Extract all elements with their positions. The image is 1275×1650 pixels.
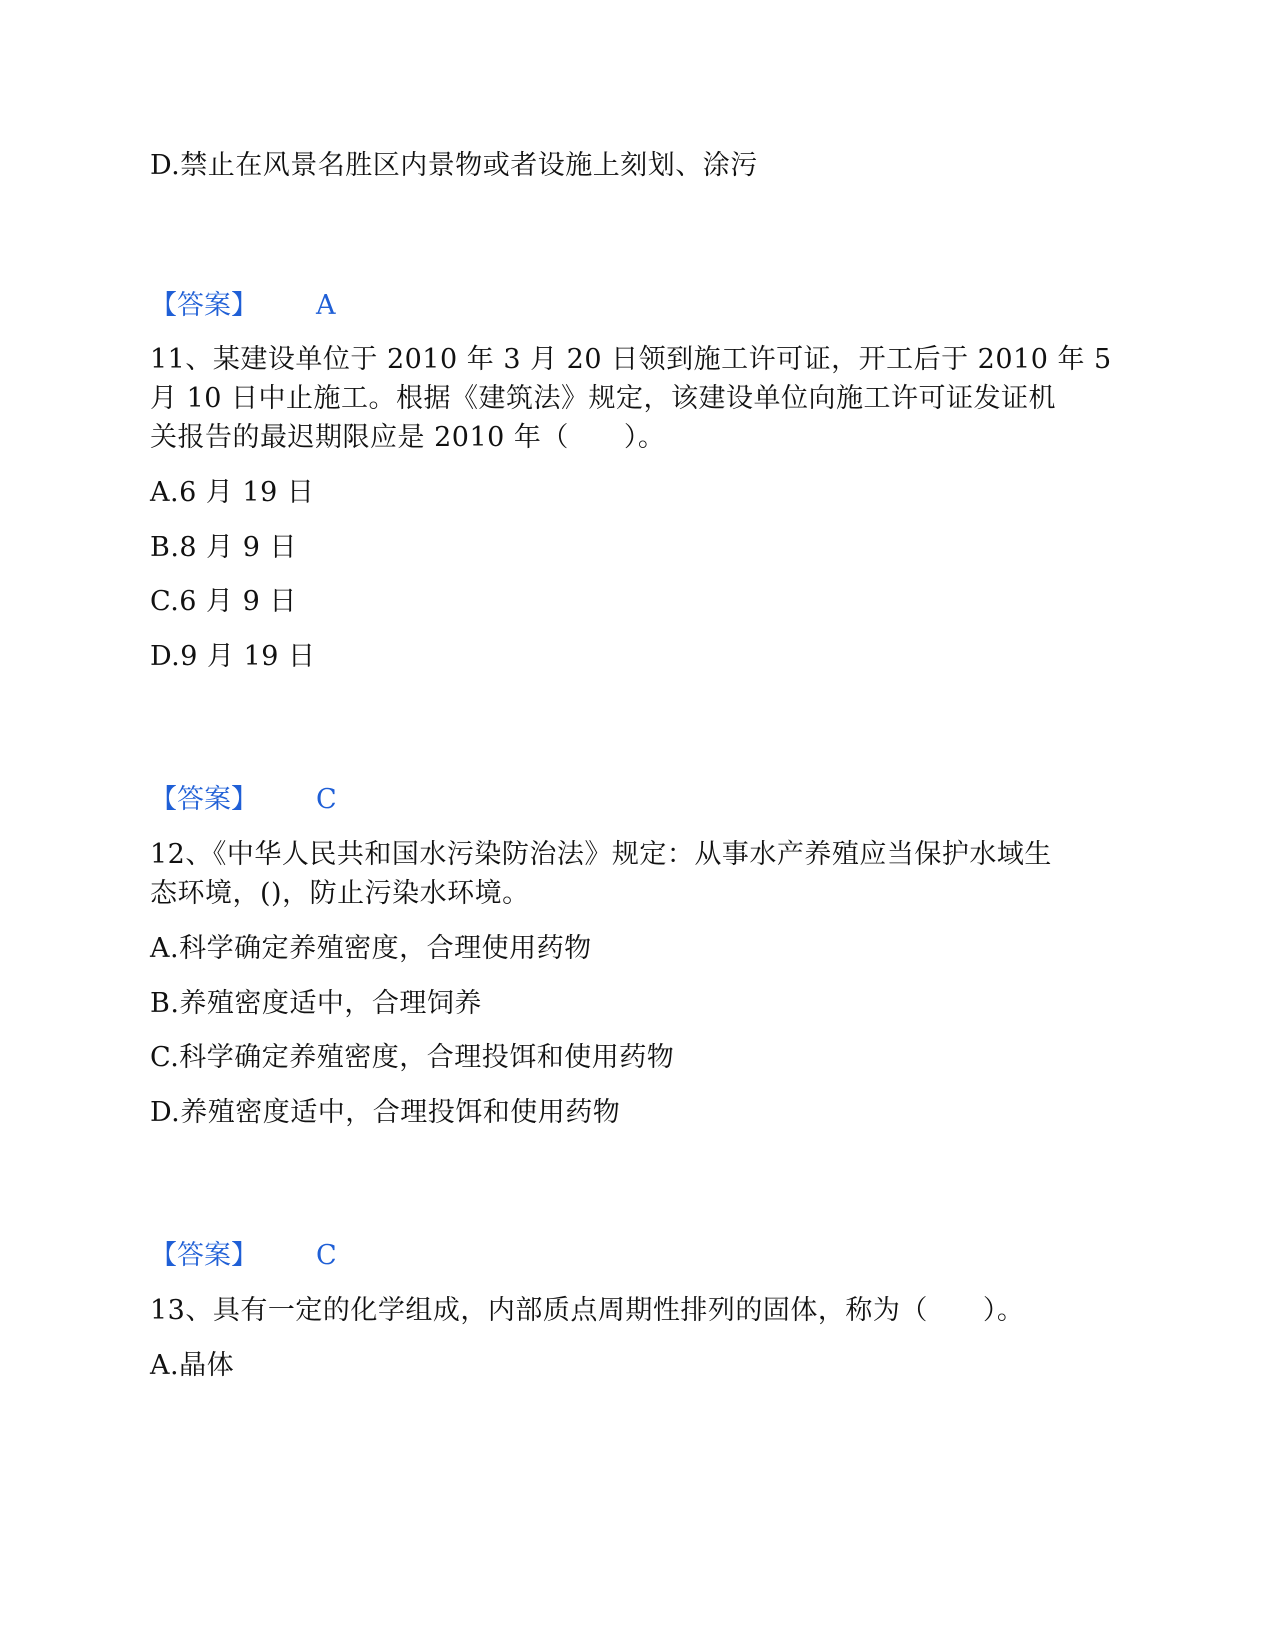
answer-label: 【答案】 [150,1240,258,1271]
question-12-option-d: D.养殖密度适中，合理投饵和使用药物 [150,1097,621,1128]
answer-value: A [316,290,336,321]
answer-value: C [316,784,337,815]
answer-label: 【答案】 [150,290,258,321]
question-11-option-b: B.8 月 9 日 [150,532,298,563]
answer-label: 【答案】 [150,784,258,815]
question-11-option-d: D.9 月 19 日 [150,641,316,672]
question-12-option-c: C.科学确定养殖密度，合理投饵和使用药物 [150,1042,675,1073]
question-12-option-a: A.科学确定养殖密度，合理使用药物 [150,933,592,964]
prev-question-option-d: D.禁止在风景名胜区内景物或者设施上刻划、涂污 [150,150,758,181]
question-12-stem-line-2: 态环境，()，防止污染水环境。 [150,878,530,909]
question-12-option-b: B.养殖密度适中，合理饲养 [150,988,482,1019]
question-11-option-c: C.6 月 9 日 [150,586,297,617]
answer-11 [150,781,337,819]
answer-value: C [316,1240,337,1271]
question-13-option-a: A.晶体 [150,1350,235,1381]
question-11-stem-line-3: 关报告的最迟期限应是 2010 年（ ）。 [150,422,666,453]
question-11-option-a: A.6 月 19 日 [150,477,315,508]
question-13-stem-line-1: 13、具有一定的化学组成，内部质点周期性排列的固体，称为（ ）。 [150,1295,1025,1326]
question-12-stem-line-1: 12、《中华人民共和国水污染防治法》规定：从事水产养殖应当保护水域生 [150,839,1052,870]
answer-10 [150,287,336,325]
question-11-stem-line-1: 11、某建设单位于 2010 年 3 月 20 日领到施工许可证，开工后于 2010 年 5 [150,344,1112,375]
answer-12 [150,1237,337,1275]
question-11-stem-line-2: 月 10 日中止施工。根据《建筑法》规定，该建设单位向施工许可证发证机 [150,383,1057,414]
